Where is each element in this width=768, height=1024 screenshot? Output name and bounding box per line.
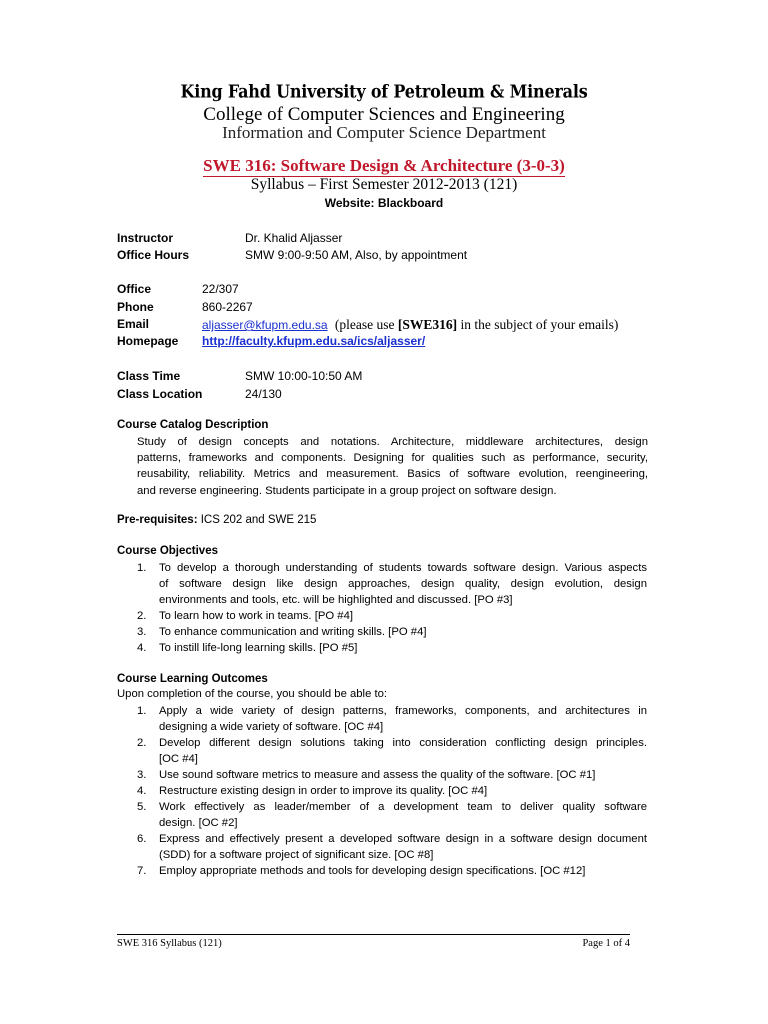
prereq-label: Pre-requisites: [117,514,198,526]
item-line: Work effectively as leader/member of a development team to deliver quality software [159,801,647,813]
list-item [117,863,647,879]
item-line: Develop different design solutions taking into consideration conflicting design principles. [159,737,647,749]
item-number: 7. [137,865,147,877]
class-location-value: 24/130 [245,387,282,401]
item-line: Restructure existing design in order to improve its quality. [OC #4] [159,785,488,797]
item-line: To instill life-long learning skills. [PO #5] [159,642,358,654]
list-item [117,767,647,783]
phone-label: Phone [117,300,154,314]
item-line: design. [OC #2] [159,817,238,829]
item-number: 1. [137,705,147,717]
outcomes-list [117,703,647,879]
page-number: Page 1 of 4 [582,938,630,949]
university-name: King Fahd University of Petroleum & Minerals [180,81,588,102]
class-location-label: Class Location [117,387,203,401]
course-title [0,156,768,176]
item-number: 6. [137,833,147,845]
catalog-line: Study of design concepts and notations. Architecture, middleware architectures, design [137,436,648,448]
item-line: Employ appropriate methods and tools for developing design specifications. [OC #12] [159,865,586,877]
item-line: To learn how to work in teams. [PO #4] [159,610,354,622]
footer-divider [117,934,630,935]
list-item [117,608,647,624]
catalog-description [137,434,648,499]
item-number: 2. [137,737,147,749]
item-line: Use sound software metrics to measure and assess the quality of the software. [OC #1] [159,769,596,781]
item-number: 5. [137,801,147,813]
objectives-list [117,560,647,656]
email-note-bold: [SWE316] [397,317,458,332]
syllabus-semester: Syllabus – First Semester 2012-2013 (121) [250,176,518,193]
homepage-label: Homepage [117,334,179,348]
item-line: of software design like design approaches, design quality, design evolution, design [159,578,647,590]
catalog-line: and reverse engineering. Students participate in a group project on software design. [137,484,557,497]
item-number: 1. [137,562,147,574]
office-value: 22/307 [202,282,239,296]
office-label: Office [117,282,152,296]
item-line: [OC #4] [159,753,198,765]
item-number: 3. [137,626,147,638]
catalog-line: patterns, frameworks and components. Designing for qualities such as performance, security, [137,452,648,465]
item-line: (SDD) for a software project of significant size. [OC #8] [159,849,434,861]
office-hours-label: Office Hours [117,248,190,262]
item-number: 4. [137,642,147,654]
item-line: To develop a thorough understanding of students towards software design. Various aspects [159,562,647,574]
email-row [202,317,618,333]
homepage-link[interactable]: http://faculty.kfupm.edu.sa/ics/aljasser/ [202,334,426,348]
email-note-pre: (please use [334,317,398,332]
list-item [117,735,647,767]
phone-value: 860-2267 [202,300,253,314]
item-line: Express and effectively present a developed software design in a software design document [159,833,647,845]
catalog-heading: Course Catalog Description [117,419,269,431]
item-number: 2. [137,610,147,622]
list-item [117,640,647,656]
homepage-row [202,334,425,348]
email-link[interactable]: aljasser@kfupm.edu.sa [202,318,328,332]
outcomes-intro: Upon completion of the course, you should be able to: [117,688,388,700]
office-hours-value: SMW 9:00-9:50 AM, Also, by appointment [245,248,468,262]
item-number: 4. [137,785,147,797]
item-number: 3. [137,769,147,781]
list-item [117,831,647,863]
list-item [117,783,647,799]
item-line: environments and tools, etc. will be highlighted and discussed. [PO #3] [159,594,513,606]
course-title-text: SWE 316: Software Design & Architecture (3-0-3) [203,156,565,175]
email-label: Email [117,317,150,331]
item-line: designing a wide variety of software. [OC #4] [159,721,384,733]
list-item [117,703,647,735]
department-name: Information and Computer Science Department [222,123,546,142]
instructor-value: Dr. Khalid Aljasser [245,231,343,245]
college-name: College of Computer Sciences and Engineering [203,104,565,125]
class-time-value: SMW 10:00-10:50 AM [245,369,363,383]
catalog-line: reusability, reliability. Metrics and measurement. Basics of software evolution, reengineering, [137,468,648,481]
class-time-label: Class Time [117,369,181,383]
email-note-post: in the subject of your emails) [457,317,619,332]
item-line: To enhance communication and writing skills. [PO #4] [159,626,427,638]
prereq-value: ICS 202 and SWE 215 [197,514,317,526]
website-line: Website: Blackboard [324,196,444,210]
prerequisites [117,514,316,526]
list-item [117,799,647,831]
instructor-label: Instructor [117,231,174,245]
list-item [117,560,647,608]
footer-title: SWE 316 Syllabus (121) [117,938,222,949]
list-item [117,624,647,640]
objectives-heading: Course Objectives [117,545,218,557]
item-line: Apply a wide variety of design patterns, frameworks, components, and architectures in [159,705,647,717]
outcomes-heading: Course Learning Outcomes [117,673,268,685]
